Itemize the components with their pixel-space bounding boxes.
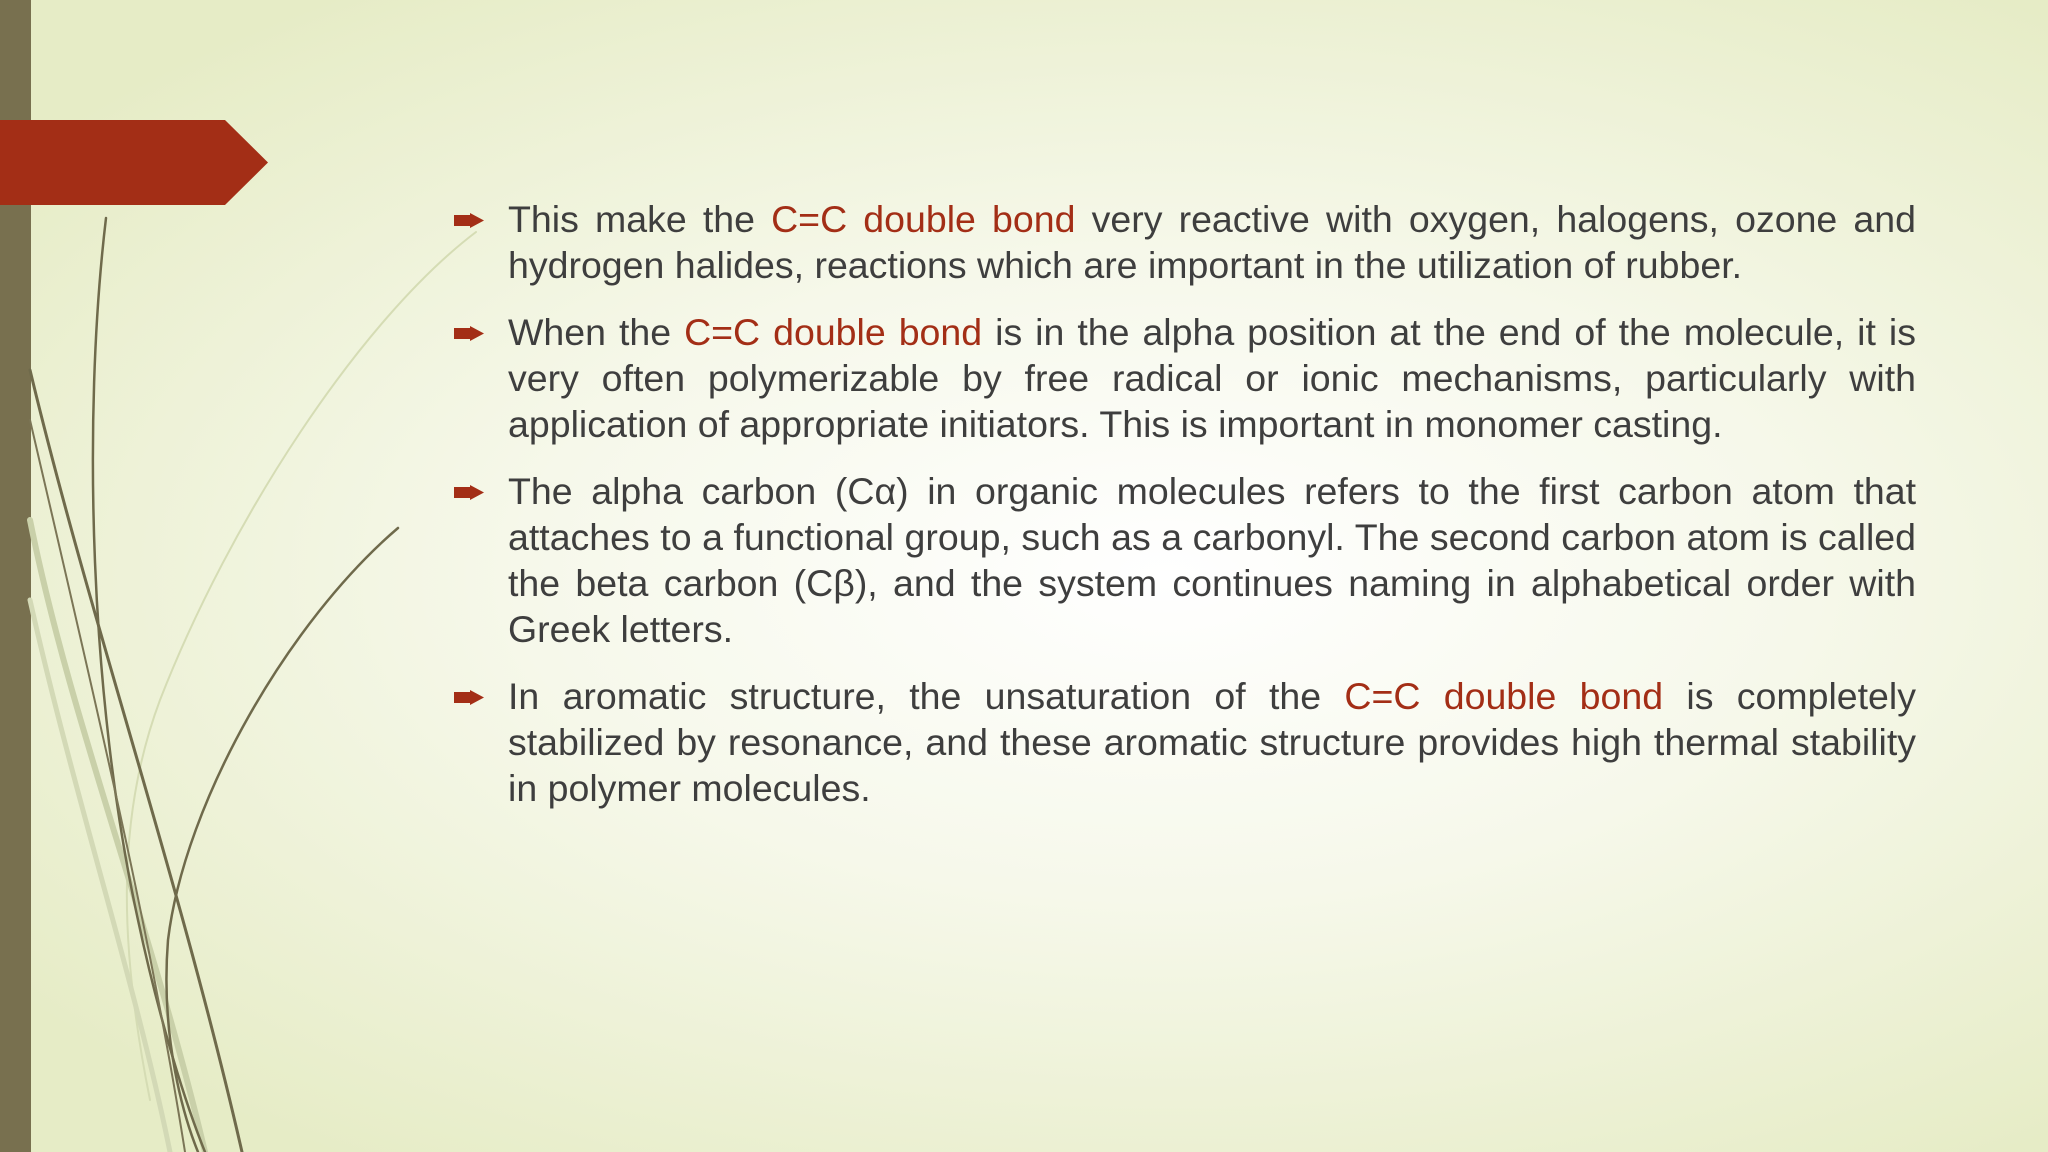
- bullet-text: When the: [508, 311, 685, 353]
- bullet-item-3: [450, 468, 1916, 652]
- bullet-text: This make the: [508, 198, 772, 240]
- bullet-item-1: [450, 196, 1916, 288]
- bullet-text: In aromatic structure, the unsaturation of the: [508, 675, 1345, 717]
- arrow-bullet-icon: [454, 690, 484, 705]
- bullet-list: [450, 196, 1916, 832]
- title-accent-arrow: [0, 120, 268, 205]
- highlight-term: C=C double bond: [1344, 675, 1664, 717]
- bullet-text: is in the alpha position at the end of the molecule, it is very often polymerizable by free radical or ionic mechanisms, particularly with application of appropriate initiators. This is important in monomer casting.: [508, 311, 1916, 445]
- highlight-term: C=C double bond: [684, 311, 983, 353]
- bullet-text: very reactive with oxygen, halogens, ozone and hydrogen halides, reactions which are important in the utilization of rubber.: [508, 198, 1916, 286]
- arrow-bullet-icon: [454, 326, 484, 341]
- bullet-item-4: [450, 673, 1916, 811]
- bullet-item-2: [450, 309, 1916, 447]
- arrow-bullet-icon: [454, 485, 484, 500]
- arrow-bullet-icon: [454, 213, 484, 228]
- highlight-term: C=C double bond: [771, 198, 1076, 240]
- bullet-text: is completely stabilized by resonance, and these aromatic structure provides high thermal stability in polymer molecules.: [508, 675, 1916, 809]
- bullet-text: The alpha carbon (Cα) in organic molecules refers to the first carbon atom that attaches to a functional group, such as a carbonyl. The second carbon atom is called the beta carbon (Cβ), and the system continues naming in alphabetical order with Greek letters.: [508, 470, 1916, 650]
